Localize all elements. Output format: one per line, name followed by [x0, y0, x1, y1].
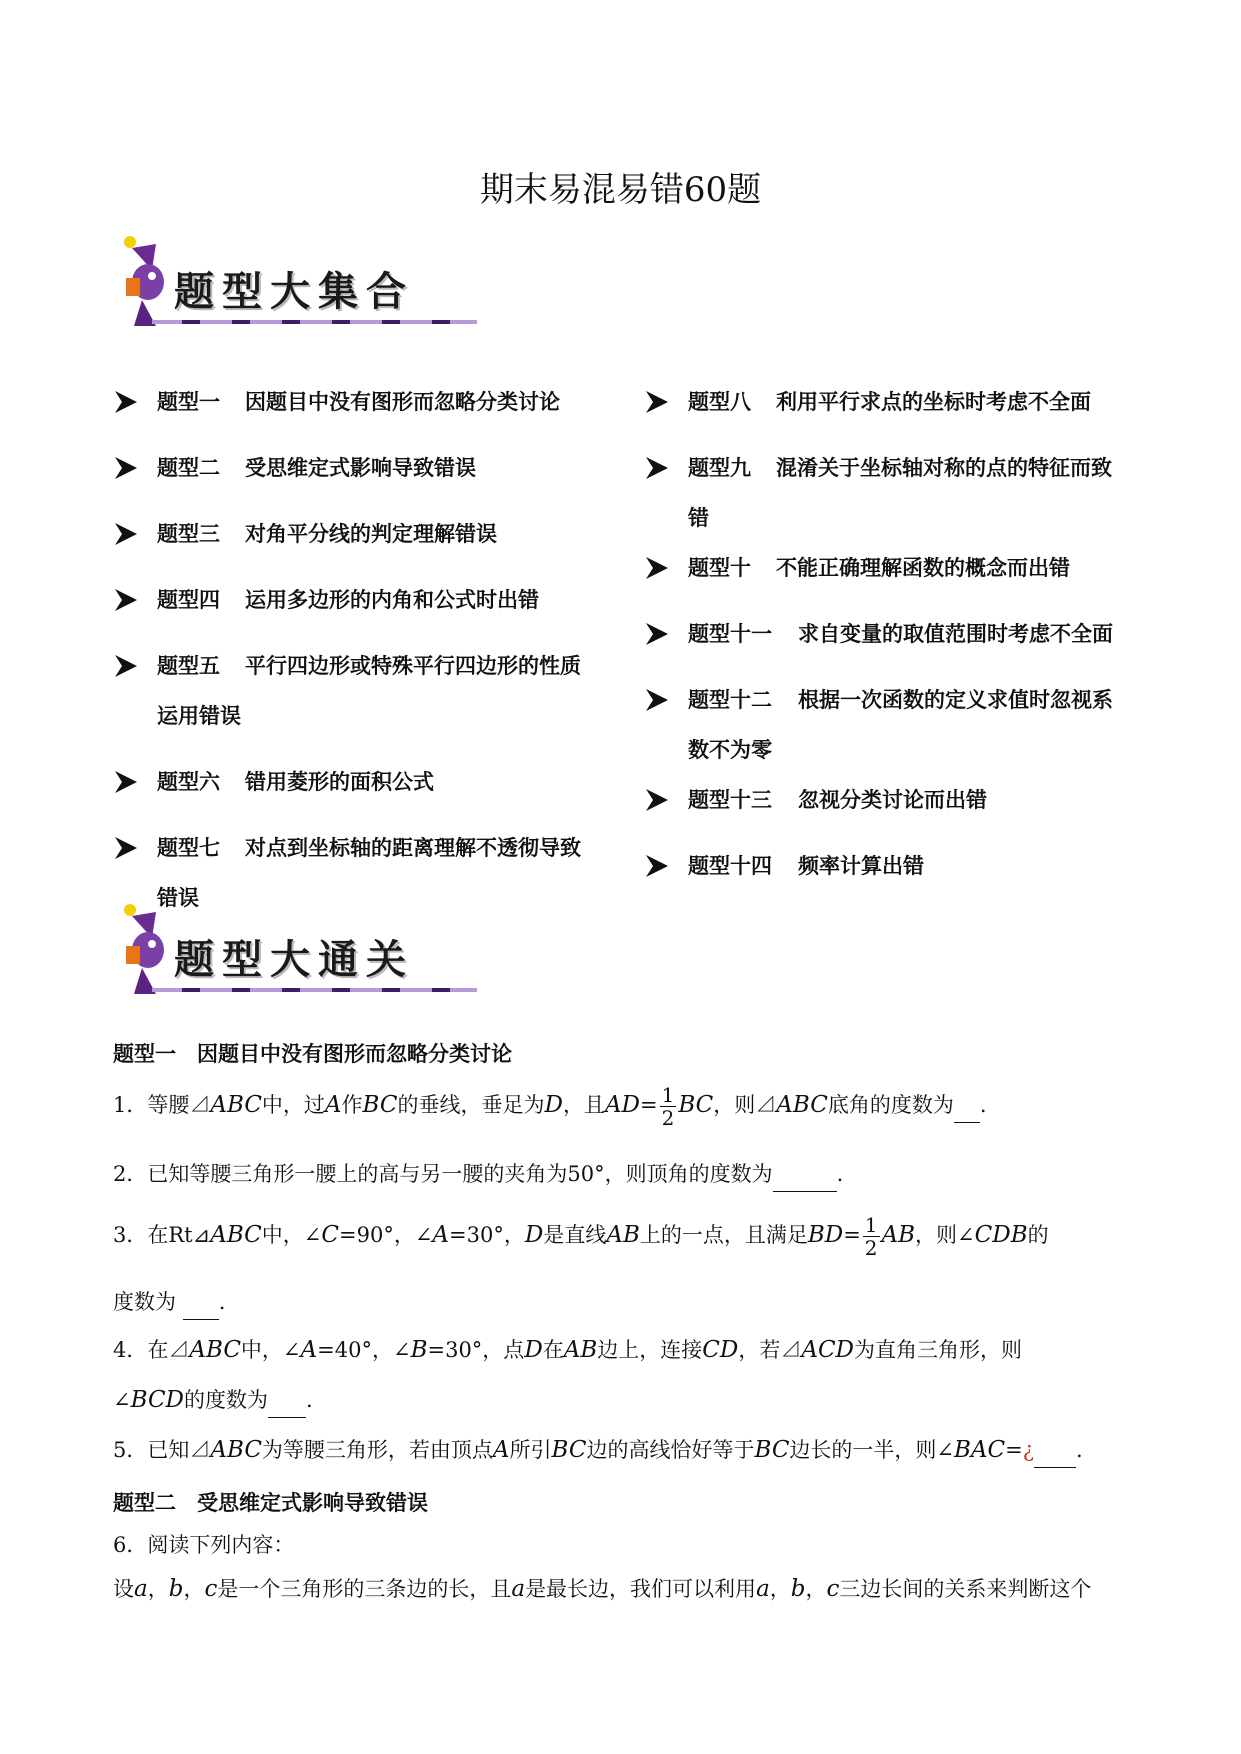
arrow-bullet-icon [644, 621, 670, 647]
section-banner-collection [112, 230, 472, 335]
toc-item[interactable] [688, 841, 1128, 891]
answer-blank[interactable] [954, 1088, 980, 1123]
toc-label: 题型十四 [688, 854, 772, 878]
banner-title: 题型大集合 [174, 268, 414, 315]
question-6: 6．阅读下列内容： [113, 1533, 295, 1557]
toc-item[interactable] [688, 443, 1128, 543]
toc-label: 题型九 [688, 456, 751, 480]
toc-text: 因题目中没有图形而忽略分类讨论 [245, 390, 560, 414]
toc-item[interactable] [157, 575, 597, 625]
arrow-bullet-icon [644, 389, 670, 415]
arrow-bullet-icon [113, 835, 139, 861]
question-2: 2．已知等腰三角形一腰上的高与另一腰的夹角为50°，则顶角的度数为 . [113, 1157, 1133, 1192]
arrow-bullet-icon [113, 769, 139, 795]
toc-label: 题型四 [157, 588, 220, 612]
toc-text: 对角平分线的判定理解错误 [245, 522, 497, 546]
toc-text: 求自变量的取值范围时考虑不全面 [798, 622, 1113, 646]
toc-text-continued: 错误 [157, 886, 199, 910]
toc-text: 混淆关于坐标轴对称的点的特征而致 [776, 456, 1112, 480]
fraction: $\frac{1}{2}$ [864, 1213, 878, 1260]
toc-item[interactable] [688, 543, 1128, 593]
answer-blank[interactable] [773, 1157, 837, 1192]
toc-label: 题型二 [157, 456, 220, 480]
banner-underline [152, 318, 477, 326]
arrow-bullet-icon [113, 389, 139, 415]
answer-blank[interactable] [183, 1285, 219, 1320]
toc-label: 题型十三 [688, 788, 772, 812]
answer-blank[interactable] [1034, 1433, 1076, 1468]
question-5: 5．已知⊿ABC为等腰三角形，若由顶点A所引BC边的高线恰好等于BC边长的一半，则∠BAC=¿ . [113, 1433, 1133, 1468]
question-3: 3．在Rt⊿ABC中，∠C=90°，∠A=30°，D是直线AB上的一点，且满足BD= $\frac{1}{2}$ AB，则∠CDB的 [113, 1213, 1049, 1260]
question-4-continued: ∠BCD的度数为 . [113, 1383, 1133, 1418]
toc-item[interactable] [688, 377, 1128, 427]
toc-text: 运用多边形的内角和公式时出错 [245, 588, 539, 612]
toc-item[interactable] [688, 675, 1128, 775]
toc-label: 题型六 [157, 770, 220, 794]
toc-label: 题型十二 [688, 688, 772, 712]
answer-blank[interactable] [268, 1383, 306, 1418]
toc-text: 频率计算出错 [798, 854, 924, 878]
toc-item[interactable] [688, 609, 1128, 659]
toc-text: 根据一次函数的定义求值时忽视系 [798, 688, 1113, 712]
arrow-bullet-icon [644, 687, 670, 713]
question-4: 4．在⊿ABC中，∠A=40°，∠B=30°，点D在AB边上，连接CD，若⊿ACD为直角三角形，则 [113, 1337, 1022, 1363]
arrow-bullet-icon [113, 653, 139, 679]
toc-label: 题型三 [157, 522, 220, 546]
arrow-bullet-icon [644, 555, 670, 581]
toc-label: 题型十一 [688, 622, 772, 646]
toc-text: 错用菱形的面积公式 [245, 770, 434, 794]
toc-item[interactable] [157, 443, 597, 493]
toc-text: 不能正确理解函数的概念而出错 [776, 556, 1070, 580]
toc-item[interactable] [157, 641, 597, 741]
question-6-body: 设a，b，c是一个三角形的三条边的长，且a是最长边，我们可以利用a，b，c三边长间的关系来判断这个 [113, 1576, 1092, 1602]
toc-label: 题型七 [157, 836, 220, 860]
toc-text: 对点到坐标轴的距离理解不透彻导致 [245, 836, 581, 860]
wizard-mascot-icon [112, 230, 182, 330]
toc-item[interactable] [157, 509, 597, 559]
arrow-bullet-icon [644, 853, 670, 879]
toc-label: 题型十 [688, 556, 751, 580]
arrow-bullet-icon [113, 587, 139, 613]
toc-text: 利用平行求点的坐标时考虑不全面 [776, 390, 1091, 414]
arrow-bullet-icon [644, 455, 670, 481]
toc-label: 题型五 [157, 654, 220, 678]
section-heading: 题型一 因题目中没有图形而忽略分类讨论 [113, 1042, 512, 1066]
toc-label: 题型八 [688, 390, 751, 414]
banner-title: 题型大通关 [174, 936, 414, 983]
toc-item[interactable] [157, 377, 597, 427]
section-banner-practice [112, 898, 472, 1003]
toc-item[interactable] [688, 775, 1128, 825]
toc-text-continued: 数不为零 [688, 738, 772, 762]
wizard-mascot-icon [112, 898, 182, 998]
toc-item[interactable] [157, 757, 597, 807]
arrow-bullet-icon [113, 521, 139, 547]
question-3-continued: 度数为 . [113, 1285, 1133, 1320]
toc-text-continued: 错 [688, 506, 709, 530]
page-title: 期末易混易错60题 [479, 170, 762, 210]
toc-text: 忽视分类讨论而出错 [798, 788, 987, 812]
toc-text-continued: 运用错误 [157, 704, 241, 728]
toc-text: 受思维定式影响导致错误 [245, 456, 476, 480]
banner-underline [152, 986, 477, 994]
toc-label: 题型一 [157, 390, 220, 414]
arrow-bullet-icon [113, 455, 139, 481]
fraction: $\frac{1}{2}$ [661, 1083, 675, 1130]
question-1: 1．等腰⊿ABC中，过A作BC的垂线，垂足为D，且AD= $\frac{1}{2}$ BC，则⊿ABC底角的度数为 . [113, 1083, 987, 1130]
toc-text: 平行四边形或特殊平行四边形的性质 [245, 654, 581, 678]
arrow-bullet-icon [644, 787, 670, 813]
section-heading: 题型二 受思维定式影响导致错误 [113, 1491, 428, 1515]
